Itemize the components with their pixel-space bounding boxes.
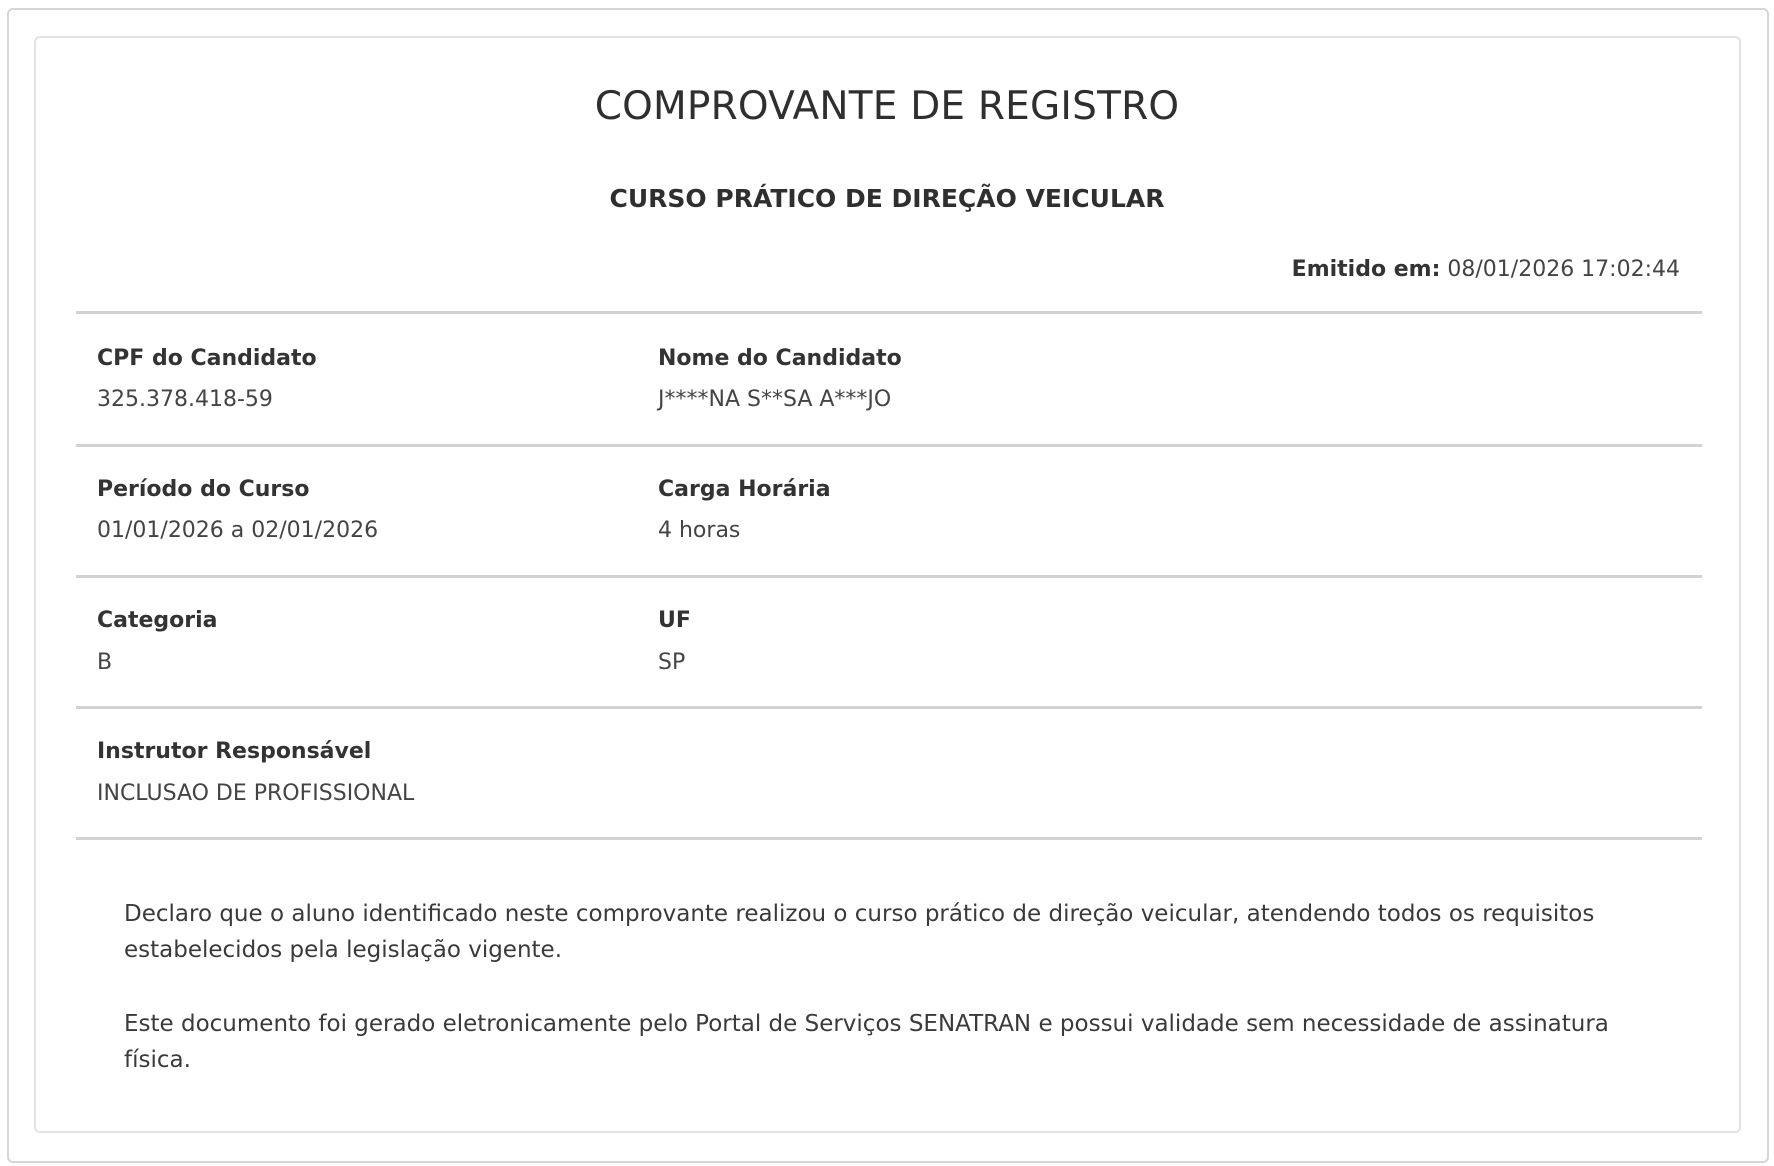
uf-value: SP: [658, 650, 686, 675]
instructor-value: INCLUSAO DE PROFISSIONAL: [97, 781, 415, 806]
divider: [76, 706, 1702, 709]
issued-timestamp: [1292, 257, 1680, 282]
divider: [76, 575, 1702, 578]
document-subtitle: CURSO PRÁTICO DE DIREÇÃO VEICULAR: [609, 184, 1165, 213]
document-title: COMPROVANTE DE REGISTRO: [594, 84, 1180, 129]
divider: [76, 444, 1702, 447]
cpf-label: CPF do Candidato: [97, 346, 317, 371]
cpf-value: 325.378.418-59: [97, 387, 273, 412]
course-period-value: 01/01/2026 a 02/01/2026: [97, 518, 379, 543]
issued-label: Emitido em:: [1291, 257, 1441, 282]
divider: [76, 837, 1702, 840]
candidate-name-label: Nome do Candidato: [658, 346, 902, 371]
candidate-name-value: J****NA S**SA A***JO: [658, 387, 892, 412]
category-value: B: [97, 650, 113, 675]
instructor-label: Instrutor Responsável: [97, 739, 372, 764]
divider: [76, 311, 1702, 314]
uf-label: UF: [658, 608, 691, 633]
declaration-paragraph: Declaro que o aluno identificado neste comprovante realizou o curso prático de direção veicular, atendendo todos os requisitos estabelecidos pela legislação vigente.: [124, 901, 1595, 963]
validity-paragraph: Este documento foi gerado eletronicamente pelo Portal de Serviços SENATRAN e possui validade sem necessidade de assinatura física.: [124, 1011, 1609, 1073]
category-label: Categoria: [97, 608, 218, 633]
course-period-label: Período do Curso: [97, 477, 310, 502]
workload-value: 4 horas: [658, 518, 741, 543]
workload-label: Carga Horária: [658, 477, 831, 502]
issued-value: 08/01/2026 17:02:44: [1447, 257, 1680, 282]
